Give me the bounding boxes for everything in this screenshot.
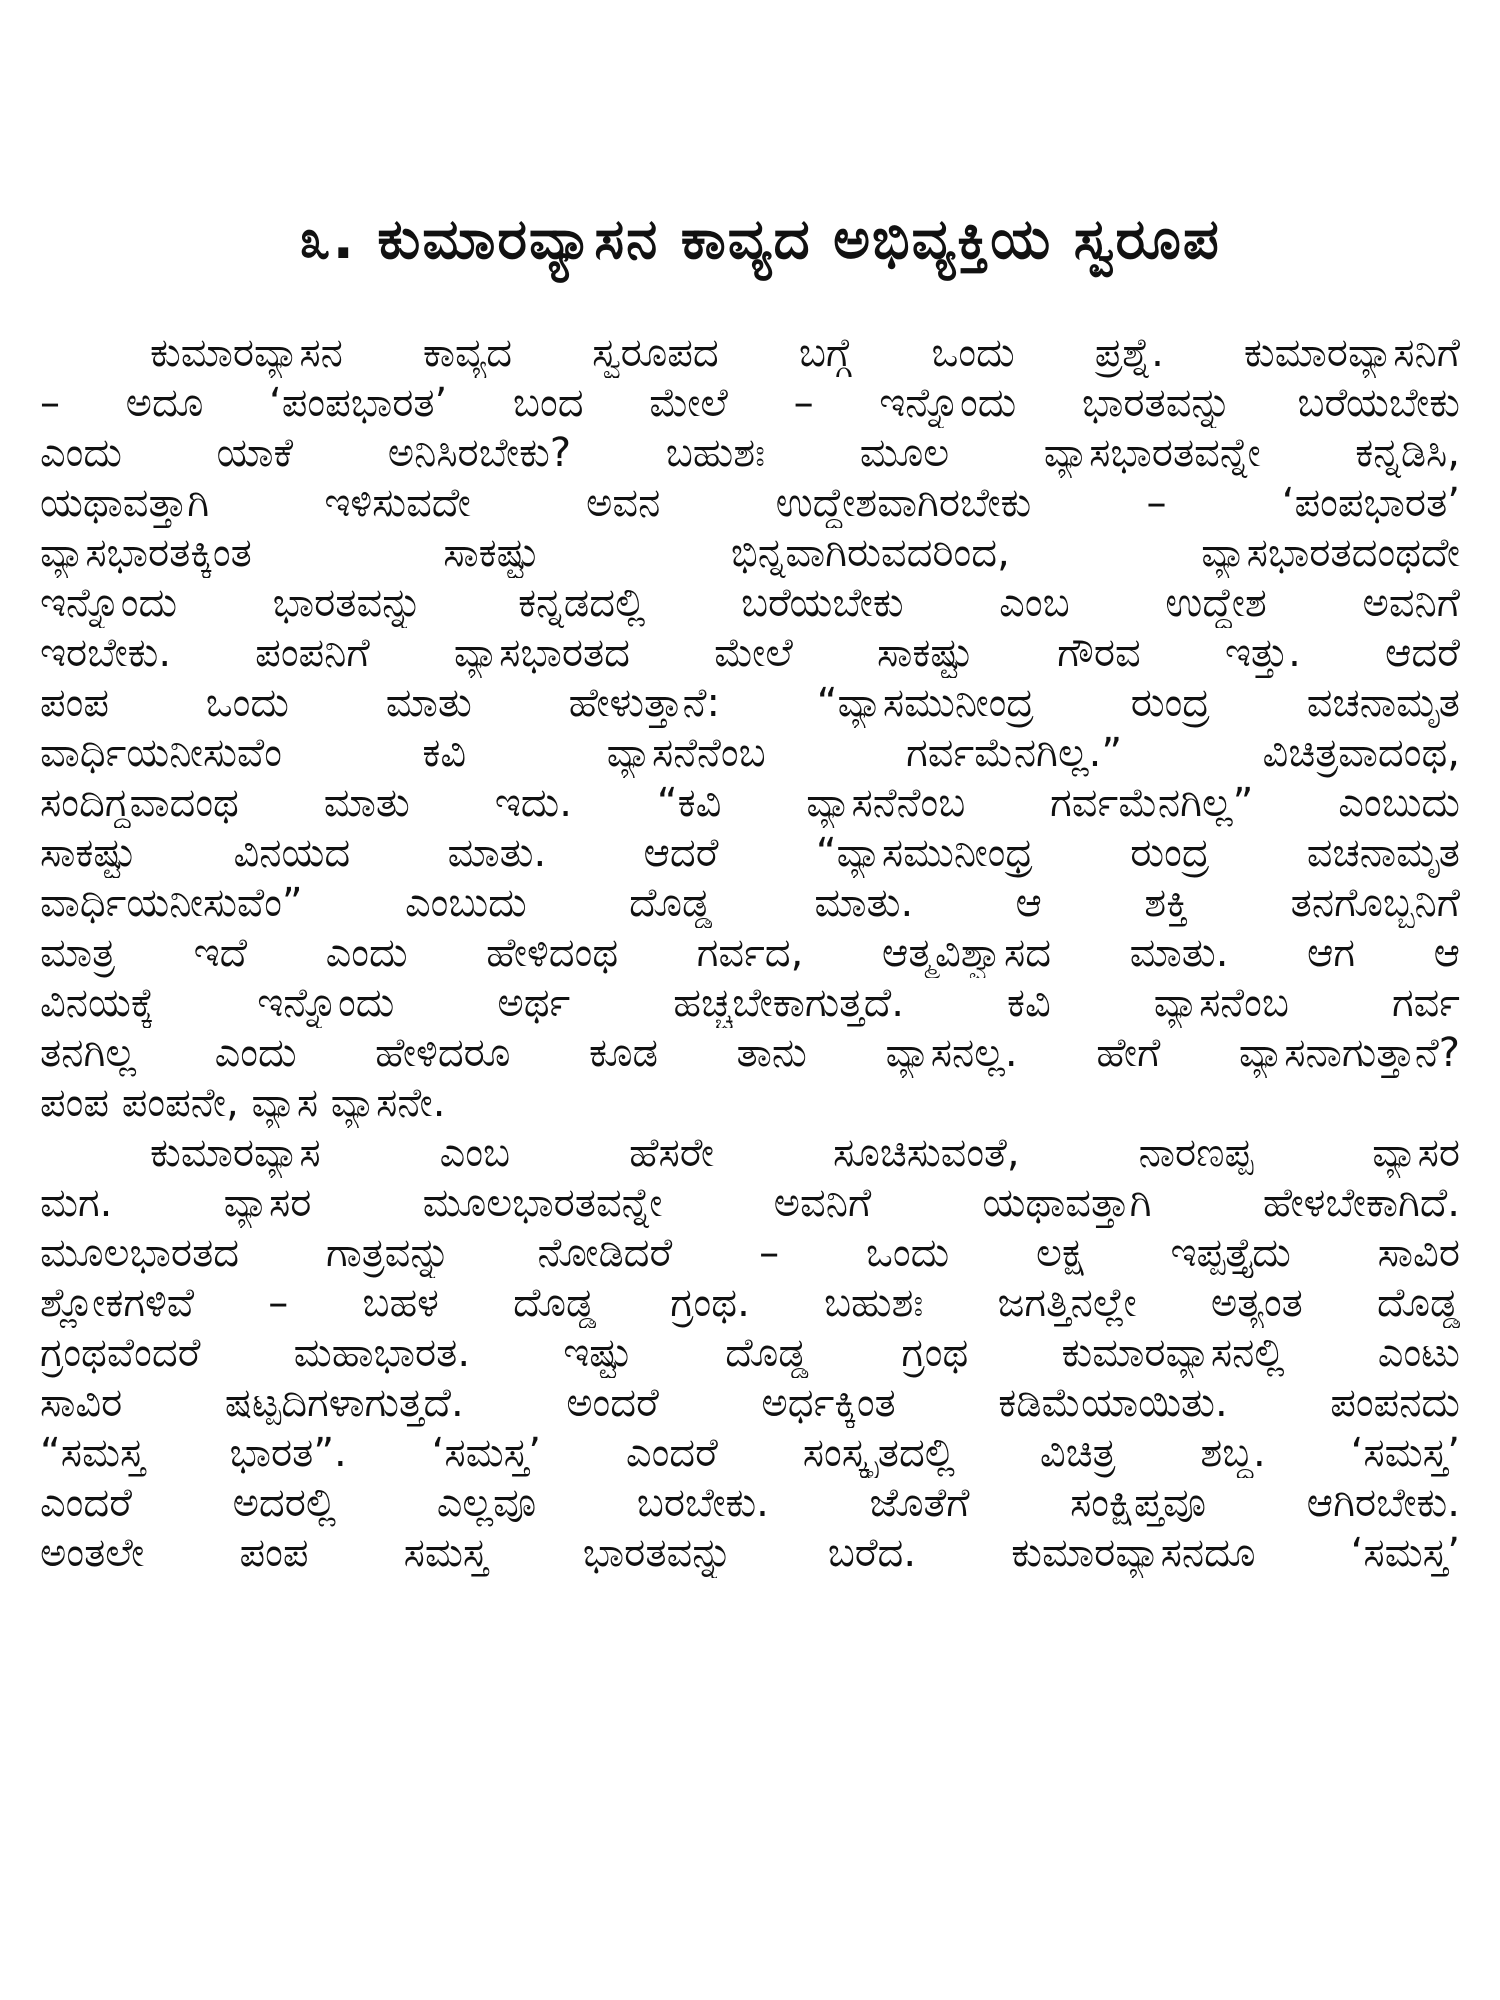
text-line: ವ್ಯಾಸಭಾರತಕ್ಕಿಂತ ಸಾಕಷ್ಟು ಭಿನ್ನವಾಗಿರುವದರಿಂದ, ವ್ಯಾಸಭಾರತದಂಥದೇ xyxy=(40,530,1460,576)
text-line: ಇರಬೇಕು. ಪಂಪನಿಗೆ ವ್ಯಾಸಭಾರತದ ಮೇಲೆ ಸಾಕಷ್ಟು ಗೌರವ ಇತ್ತು. ಆದರೆ xyxy=(40,630,1460,676)
text-line: ಎಂದು ಯಾಕೆ ಅನಿಸಿರಬೇಕು? ಬಹುಶಃ ಮೂಲ ವ್ಯಾಸಭಾರತವನ್ನೇ ಕನ್ನಡಿಸಿ, xyxy=(40,430,1460,476)
text-line: ಕುಮಾರವ್ಯಾಸನ ಕಾವ್ಯದ ಸ್ವರೂಪದ ಬಗ್ಗೆ ಒಂದು ಪ್ರಶ್ನೆ. ಕುಮಾರವ್ಯಾಸನಿಗೆ xyxy=(150,330,1460,376)
text-line: – ಅದೂ ‘ಪಂಪಭಾರತ’ ಬಂದ ಮೇಲೆ – ಇನ್ನೊಂದು ಭಾರತವನ್ನು ಬರೆಯಬೇಕು xyxy=(40,380,1460,426)
text-line: ಎಂದರೆ ಅದರಲ್ಲಿ ಎಲ್ಲವೂ ಬರಬೇಕು. ಜೊತೆಗೆ ಸಂಕ್ಷಿಪ್ತವೂ ಆಗಿರಬೇಕು. xyxy=(40,1480,1460,1526)
text-line: ಶ್ಲೋಕಗಳಿವೆ – ಬಹಳ ದೊಡ್ಡ ಗ್ರಂಥ. ಬಹುಶಃ ಜಗತ್ತಿನಲ್ಲೇ ಅತ್ಯಂತ ದೊಡ್ಡ xyxy=(40,1280,1460,1326)
text-line: ವಾರ್ಧಿಯನೀಸುವೆಂ” ಎಂಬುದು ದೊಡ್ಡ ಮಾತು. ಆ ಶಕ್ತಿ ತನಗೊಬ್ಬನಿಗೆ xyxy=(40,880,1460,926)
body-text xyxy=(40,328,1460,1578)
text-line: ವಾರ್ಧಿಯನೀಸುವೆಂ ಕವಿ ವ್ಯಾಸನೆನೆಂಬ ಗರ್ವಮೆನಗಿಲ್ಲ.” ವಿಚಿತ್ರವಾದಂಥ, xyxy=(40,730,1460,776)
text-line: ಪಂಪ ಒಂದು ಮಾತು ಹೇಳುತ್ತಾನೆ: “ವ್ಯಾಸಮುನೀಂದ್ರ ರುಂದ್ರ ವಚನಾಮೃತ xyxy=(40,680,1460,726)
text-line: ಇನ್ನೊಂದು ಭಾರತವನ್ನು ಕನ್ನಡದಲ್ಲಿ ಬರೆಯಬೇಕು ಎಂಬ ಉದ್ದೇಶ ಅವನಿಗೆ xyxy=(40,580,1460,626)
text-line: ಪಂಪ ಪಂಪನೇ, ವ್ಯಾಸ ವ್ಯಾಸನೇ. xyxy=(40,1080,446,1126)
chapter-title: ೩. ಕುಮಾರವ್ಯಾಸನ ಕಾವ್ಯದ ಅಭಿವ್ಯಕ್ತಿಯ ಸ್ವರೂಪ xyxy=(299,207,1221,272)
text-line: ಅಂತಲೇ ಪಂಪ ಸಮಸ್ತ ಭಾರತವನ್ನು ಬರೆದ. ಕುಮಾರವ್ಯಾಸನದೂ ‘ಸಮಸ್ತ’ xyxy=(40,1530,1460,1576)
text-line: ಸಾವಿರ ಷಟ್ಪದಿಗಳಾಗುತ್ತದೆ. ಅಂದರೆ ಅರ್ಧಕ್ಕಿಂತ ಕಡಿಮೆಯಾಯಿತು. ಪಂಪನದು xyxy=(40,1380,1460,1426)
text-line: ಕುಮಾರವ್ಯಾಸ ಎಂಬ ಹೆಸರೇ ಸೂಚಿಸುವಂತೆ, ನಾರಣಪ್ಪ ವ್ಯಾಸರ xyxy=(150,1130,1460,1176)
text-line: ಯಥಾವತ್ತಾಗಿ ಇಳಿಸುವದೇ ಅವನ ಉದ್ದೇಶವಾಗಿರಬೇಕು – ‘ಪಂಪಭಾರತ’ xyxy=(40,480,1460,526)
text-line: ಮಾತ್ರ ಇದೆ ಎಂದು ಹೇಳಿದಂಥ ಗರ್ವದ, ಆತ್ಮವಿಶ್ವಾಸದ ಮಾತು. ಆಗ ಆ xyxy=(40,930,1460,976)
text-line: ಸಂದಿಗ್ಧವಾದಂಥ ಮಾತು ಇದು. “ಕವಿ ವ್ಯಾಸನೆನೆಂಬ ಗರ್ವಮೆನಗಿಲ್ಲ” ಎಂಬುದು xyxy=(40,780,1460,826)
text-line: ವಿನಯಕ್ಕೆ ಇನ್ನೊಂದು ಅರ್ಥ ಹಚ್ಚಬೇಕಾಗುತ್ತದೆ. ಕವಿ ವ್ಯಾಸನೆಂಬ ಗರ್ವ xyxy=(40,980,1460,1026)
text-line: ಮಗ. ವ್ಯಾಸರ ಮೂಲಭಾರತವನ್ನೇ ಅವನಿಗೆ ಯಥಾವತ್ತಾಗಿ ಹೇಳಬೇಕಾಗಿದೆ. xyxy=(40,1180,1460,1226)
text-line: ಸಾಕಷ್ಟು ವಿನಯದ ಮಾತು. ಆದರೆ “ವ್ಯಾಸಮುನೀಂಧ್ರ ರುಂದ್ರ ವಚನಾಮೃತ xyxy=(40,830,1460,876)
text-line: ತನಗಿಲ್ಲ ಎಂದು ಹೇಳಿದರೂ ಕೂಡ ತಾನು ವ್ಯಾಸನಲ್ಲ. ಹೇಗೆ ವ್ಯಾಸನಾಗುತ್ತಾನೆ? xyxy=(40,1030,1460,1076)
text-line: “ಸಮಸ್ತ ಭಾರತ”. ‘ಸಮಸ್ತ’ ಎಂದರೆ ಸಂಸ್ಕೃತದಲ್ಲಿ ವಿಚಿತ್ರ ಶಬ್ದ. ‘ಸಮಸ್ತ’ xyxy=(40,1430,1460,1476)
text-line: ಗ್ರಂಥವೆಂದರೆ ಮಹಾಭಾರತ. ಇಷ್ಟು ದೊಡ್ಡ ಗ್ರಂಥ ಕುಮಾರವ್ಯಾಸನಲ್ಲಿ ಎಂಟು xyxy=(40,1330,1460,1376)
text-line: ಮೂಲಭಾರತದ ಗಾತ್ರವನ್ನು ನೋಡಿದರೆ – ಒಂದು ಲಕ್ಷ ಇಪ್ಪತ್ತೈದು ಸಾವಿರ xyxy=(40,1230,1460,1276)
